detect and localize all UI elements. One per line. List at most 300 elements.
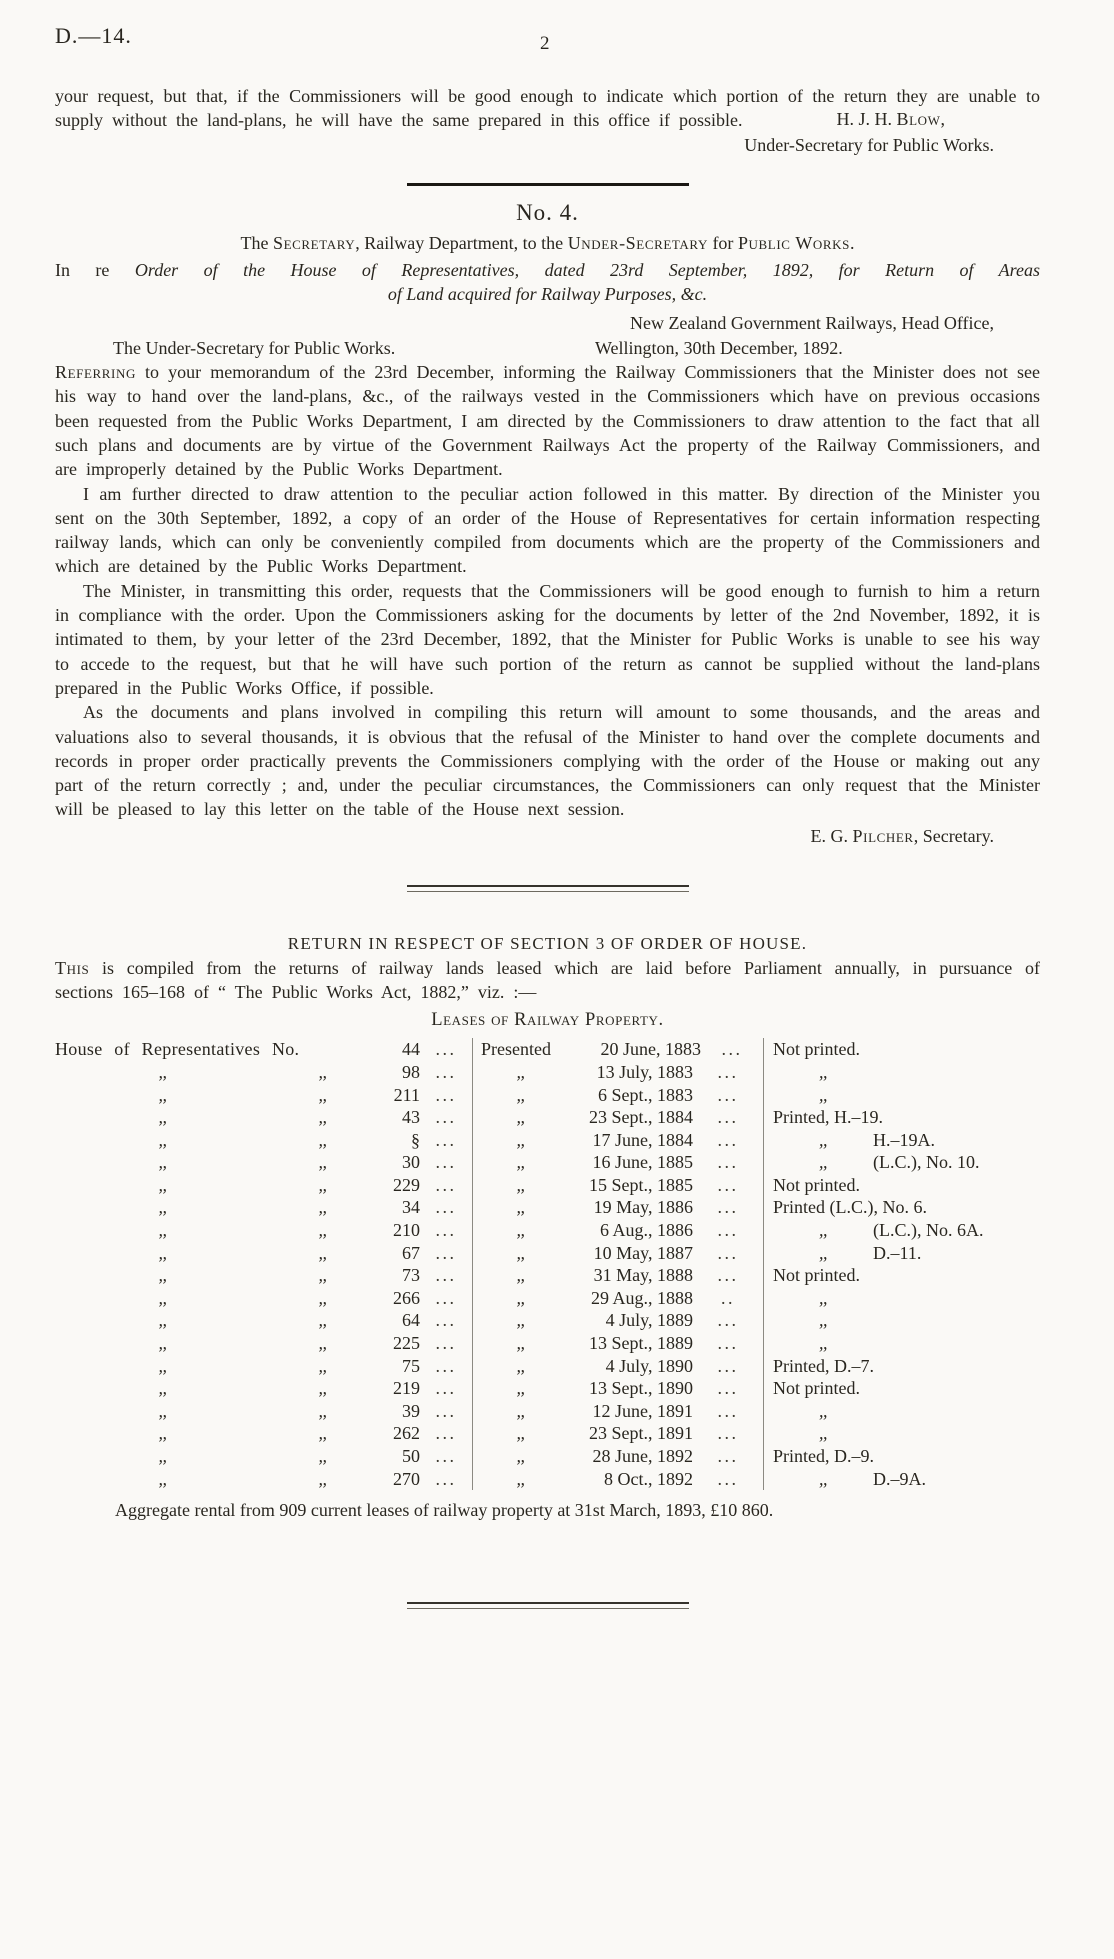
printed-status-cell [764,1219,1040,1242]
printed-status-text: D.–9A. [873,1468,926,1489]
ditto-mark: ,, [318,1333,327,1354]
leader-dots: ... [435,1446,457,1466]
hor-label [55,1129,375,1152]
leader-dots: ... [435,1242,457,1263]
hor-number-cell [55,1061,473,1084]
lease-number: 270 [393,1468,420,1489]
leader-dots: ... [717,1220,739,1241]
lease-number: § [411,1129,420,1150]
ditto-mark: ,, [158,1242,167,1263]
letter-salutation [55,231,1040,256]
presented-date: 20 June, 1883 [600,1039,701,1060]
lease-number: 219 [393,1378,420,1399]
lease-number: 67 [402,1242,420,1263]
hor-number-cell [55,1422,473,1445]
ditto-mark: ,, [516,1287,525,1308]
hor-number-cell [55,1309,473,1332]
leader-dots: ... [717,1061,739,1082]
paragraph-minister-transmitting: The Minister, in transmitting this order, requests that the Commissioners will be good enough to furnish to him a return in compliance with the order. Upon the Commissioners asking for the documents by letter of the 2nd November, 1892, it is intimated to them, by your letter of the 23rd December, 1892, that the Minister for Public Works is unable to see his way to accede to the request, but that he will have such portion of the return as cannot be supplied without the land-plans prepared in the Public Works Office, if possible. [55,580,1040,698]
hor-number-cell [55,1445,473,1468]
text-segment: Blow [896,109,941,130]
table-row [55,1242,1040,1265]
presented-label [473,1151,568,1174]
leader-dots: ... [435,1039,457,1060]
printed-status-text: H.–19A. [873,1129,935,1150]
ditto-mark: ,, [158,1129,167,1150]
letter-continuation [55,84,1040,133]
printed-status-cell [764,1196,1040,1219]
leader-dots: ... [435,1197,457,1218]
hor-number-cell [55,1038,473,1061]
paragraph-lead-word: Referring [55,362,136,383]
presented-label [473,1445,568,1468]
hor-label [55,1309,375,1332]
presented-cell [473,1196,764,1219]
ditto-mark: ,, [318,1355,327,1376]
presented-label [473,1061,568,1084]
ditto-mark: ,, [318,1220,327,1241]
ditto-mark: ,, [318,1265,327,1286]
text-segment: Pilcher [852,825,914,846]
ditto-mark: ,, [819,1333,827,1354]
hor-label [55,1400,375,1423]
ditto-mark: ,, [819,1084,827,1105]
ditto-mark: ,, [158,1174,167,1195]
presented-label [473,1309,568,1332]
ditto-mark: ,, [318,1174,327,1195]
lease-number: 43 [402,1107,420,1128]
letter-number-heading: No. 4. [516,199,579,225]
letter-continuation-text: your request, but that, if the Commissioners will be good enough to indicate which portion of the return they are unable to supply without the land-plans, he will have the same prepared in this office if possible. [55,86,1040,131]
ditto-mark: ,, [819,1220,827,1241]
leader-dots: ... [717,1084,739,1105]
hor-label [55,1242,375,1265]
presented-cell [473,1355,764,1378]
table-row [55,1264,1040,1287]
hor-number-cell [55,1106,473,1129]
hor-label [55,1038,375,1061]
ditto-mark: ,, [158,1265,167,1286]
printed-status-cell [764,1287,1040,1310]
office-address-line: New Zealand Government Railways, Head Office, [629,313,994,334]
leader-dots: ... [435,1378,457,1399]
lease-number: 225 [393,1333,420,1354]
ditto-mark: ,, [516,1333,525,1354]
addressee-row [55,336,1040,360]
intro-body-text: is compiled from the returns of railway lands leased which are laid before Parliament annually, in pursuance of sections 165–168 of “ The Public Works Act, 1882,” viz. :— [55,957,1040,1003]
ditto-mark: ,, [158,1197,167,1218]
ditto-mark: ,, [516,1400,525,1421]
ditto-mark: ,, [318,1378,327,1399]
leader-dots: ... [717,1197,739,1218]
ditto-mark: ,, [158,1400,167,1421]
lease-number: 98 [402,1061,420,1082]
table-row [55,1151,1040,1174]
return-section-heading: RETURN IN RESPECT OF SECTION 3 OF ORDER OF HOUSE. [287,933,808,953]
printed-status-cell [764,1106,1040,1129]
leader-dots: ... [717,1468,739,1489]
leader-dots: ... [717,1333,739,1354]
addressee: The Under-Secretary for Public Works. [113,337,396,358]
leader-dots: ... [435,1287,457,1308]
hor-label [55,1196,375,1219]
printed-status-cell [764,1242,1040,1265]
leader-dots: ... [717,1107,739,1128]
ditto-mark: ,, [318,1468,327,1489]
printed-status-cell [764,1355,1040,1378]
presented-cell [473,1151,764,1174]
ditto-mark: ,, [516,1061,525,1082]
leader-dots: ... [717,1242,739,1263]
ditto-mark: ,, [819,1400,827,1421]
hor-number-cell [55,1129,473,1152]
presented-label [473,1264,568,1287]
lease-number: 30 [402,1152,420,1173]
leader-dots: ... [435,1355,457,1376]
lease-number: 211 [393,1084,420,1105]
presented-cell [473,1468,764,1491]
ditto-mark: ,, [516,1355,525,1376]
text-segment: , Railway Department, to the [355,232,568,253]
ditto-mark: ,, [158,1107,167,1128]
ditto-mark: ,, [819,1287,827,1308]
house-of-representatives-label: House of Representatives No. [55,1039,300,1060]
leader-dots: ... [435,1468,457,1489]
lease-number: 39 [402,1400,420,1421]
presented-date: 23 Sept., 1891 [588,1423,693,1444]
hor-number-cell [55,1287,473,1310]
ditto-mark: ,, [318,1152,327,1173]
lease-number: 229 [393,1174,420,1195]
presented-date: 8 Oct., 1892 [604,1468,693,1489]
lease-number: 262 [393,1423,420,1444]
printed-status-text: Printed, H.–19. [773,1107,883,1128]
hor-number-cell [55,1242,473,1265]
ditto-mark: ,, [516,1174,525,1195]
ditto-mark: ,, [158,1152,167,1173]
signature-title-blow: Under-Secretary for Public Works. [744,134,994,155]
printed-status-text: D.–11. [873,1242,922,1263]
table-row [55,1196,1040,1219]
ditto-mark: ,, [516,1310,525,1331]
text-segment: , [940,109,945,130]
dateline: Wellington, 30th December, 1892. [595,337,843,358]
presented-label [473,1106,568,1129]
ditto-mark: ,, [516,1242,525,1263]
text-segment: E. G. [810,825,853,846]
table-row [55,1355,1040,1378]
presented-date: 4 July, 1889 [605,1310,693,1331]
printed-status-cell [764,1151,1040,1174]
aggregate-rental-line: Aggregate rental from 909 current leases of railway property at 31st March, 1893, £10 860. [115,1500,774,1521]
in-re-line-2: of Land acquired for Railway Purposes, &c. [387,284,708,305]
ditto-mark: ,, [318,1287,327,1308]
presented-label [473,1219,568,1242]
table-row [55,1038,1040,1061]
ditto-mark: ,, [516,1197,525,1218]
ditto-mark: ,, [158,1423,167,1444]
leader-dots: ... [435,1265,457,1286]
presented-cell [473,1264,764,1287]
ditto-mark: ,, [158,1333,167,1354]
ditto-mark: ,, [516,1378,525,1399]
section-divider-rule [407,183,689,186]
signature-name-blow [836,107,945,131]
text-segment: Under-Secretary [567,232,708,253]
text-segment: H. J. H. [836,109,897,130]
ditto-mark: ,, [318,1400,327,1421]
table-row [55,1377,1040,1400]
presented-date: 13 Sept., 1889 [588,1333,693,1354]
presented-date: 10 May, 1887 [593,1242,693,1263]
presented-date: 17 June, 1884 [592,1129,693,1150]
hor-number-cell [55,1377,473,1400]
hor-label [55,1174,375,1197]
in-re-line-1 [55,258,1040,282]
leader-dots: ... [435,1220,457,1241]
hor-number-cell [55,1084,473,1107]
printed-status-cell [764,1400,1040,1423]
table-row [55,1468,1040,1491]
page-number: 2 [540,33,550,54]
table-row [55,1400,1040,1423]
hor-label [55,1355,375,1378]
text-segment: Secretary [272,232,356,253]
leader-dots: ... [435,1129,457,1150]
ditto-mark: ,, [516,1423,525,1444]
printed-status-text: Not printed. [773,1378,860,1399]
presented-cell [473,1287,764,1310]
printed-status-cell [764,1445,1040,1468]
ditto-mark: ,, [516,1129,525,1150]
leader-dots: ... [717,1378,739,1399]
table-row [55,1422,1040,1445]
leases-table [55,1038,1040,1490]
printed-status-cell [764,1468,1040,1491]
ditto-mark: ,, [158,1446,167,1466]
printed-status-cell [764,1332,1040,1355]
ditto-mark: ,, [318,1061,327,1082]
ditto-mark: ,, [318,1242,327,1263]
presented-date: 23 Sept., 1884 [588,1107,693,1128]
presented-label: Presented [481,1039,551,1060]
printed-status-cell [764,1264,1040,1287]
ditto-mark: ,, [158,1287,167,1308]
ditto-mark: ,, [158,1355,167,1376]
paragraph-documents-and-plans: As the documents and plans involved in compiling this return will amount to some thousands, and the areas and valuations also to several thousands, it is obvious that the refusal of the Minister to hand over the complete documents and records in proper order practically prevents the Commissioners complying with the order of the House or making out any part of the return correctly ; and, under the peculiar circumstances, the Commissioners can only request that the Minister will be pleased to lay this letter on the table of the House next session. [55,702,1040,820]
hor-label [55,1445,375,1468]
leader-dots: ... [435,1333,457,1354]
ditto-mark: ,, [158,1378,167,1399]
table-row [55,1287,1040,1310]
paragraph-further-directed: I am further directed to draw attention to the peculiar action followed in this matter. By direction of the Minister you sent on the 30th September, 1892, a copy of an order of the House of Representatives for certain information respecting railway lands, which can only be conveniently compiled from documents which are the property of the Commissioners and which are detained by the Public Works Department. [55,483,1040,577]
hor-label [55,1084,375,1107]
hor-label [55,1377,375,1400]
presented-cell [473,1422,764,1445]
presented-cell [473,1332,764,1355]
ditto-mark: ,, [318,1446,327,1466]
presented-date: 12 June, 1891 [592,1400,693,1421]
leader-dots: ... [435,1084,457,1105]
presented-cell [473,1129,764,1152]
lease-number: 34 [402,1197,420,1218]
presented-date: 13 Sept., 1890 [588,1378,693,1399]
presented-label [473,1129,568,1152]
printed-status-cell [764,1084,1040,1107]
ditto-mark: ,, [819,1423,827,1444]
lease-number: 50 [402,1446,420,1466]
ditto-mark: ,, [819,1310,827,1331]
printed-status-text: Not printed. [773,1174,860,1195]
hor-number-cell [55,1468,473,1491]
printed-status-text: Printed, D.–7. [773,1355,874,1376]
presented-label [473,1174,568,1197]
ditto-mark: ,, [158,1061,167,1082]
printed-status-cell [764,1174,1040,1197]
leader-dots: ... [435,1423,457,1444]
printed-status-text: Not printed. [773,1265,860,1286]
presented-date: 4 July, 1890 [605,1355,693,1376]
presented-date: 29 Aug., 1888 [590,1287,693,1308]
presented-label [473,1196,568,1219]
presented-cell [473,1219,764,1242]
ditto-mark: ,, [516,1107,525,1128]
presented-date: 16 June, 1885 [592,1152,693,1173]
printed-status-cell [764,1038,1040,1061]
presented-label [473,1084,568,1107]
presented-cell [473,1445,764,1468]
lease-number: 266 [393,1287,420,1308]
hor-label [55,1106,375,1129]
leader-dots: ... [435,1061,457,1082]
presented-date: 6 Aug., 1886 [599,1220,693,1241]
presented-cell [473,1061,764,1084]
ditto-mark: ,, [318,1310,327,1331]
hor-label [55,1468,375,1491]
presented-label [473,1468,568,1491]
table-row [55,1445,1040,1468]
leader-dots: ... [717,1129,739,1150]
hor-number-cell [55,1174,473,1197]
ditto-mark: ,, [318,1197,327,1218]
leader-dots: ... [717,1174,739,1195]
hor-label [55,1264,375,1287]
text-segment: The [240,232,273,253]
document-reference: D.—14. [55,23,132,48]
presented-label [473,1287,568,1310]
presented-cell [473,1377,764,1400]
presented-cell [473,1242,764,1265]
hor-number-cell [55,1332,473,1355]
ditto-mark: ,, [318,1084,327,1105]
printed-status-cell [764,1061,1040,1084]
lease-number: 44 [402,1039,420,1060]
intro-lead-word: This [55,957,90,978]
presented-cell [473,1309,764,1332]
presented-cell [473,1174,764,1197]
text-segment: Public Works [737,232,850,253]
leader-dots: ... [435,1152,457,1173]
printed-status-text: Printed (L.C.), No. 6. [773,1197,927,1218]
ditto-mark: ,, [318,1423,327,1444]
bottom-rule [407,1602,689,1609]
hor-label [55,1151,375,1174]
leader-dots: ... [717,1265,739,1286]
hor-number-cell [55,1355,473,1378]
table-row [55,1084,1040,1107]
hor-label [55,1422,375,1445]
leader-dots: ... [435,1107,457,1128]
ditto-mark: ,, [318,1129,327,1150]
ditto-mark: ,, [516,1446,525,1466]
ditto-mark: ,, [819,1468,827,1489]
presented-date: 19 May, 1886 [593,1197,693,1218]
paragraph-referring [55,360,1040,481]
return-intro [55,956,1040,1005]
hor-label [55,1219,375,1242]
text-segment: Order of the House of Representatives, dated 23rd September, 1892, for Return of Areas [134,259,1040,280]
printed-status-text: Printed, D.–9. [773,1446,874,1466]
printed-status-cell [764,1422,1040,1445]
printed-status-cell [764,1377,1040,1400]
ditto-mark: ,, [158,1310,167,1331]
ditto-mark: ,, [516,1265,525,1286]
text-segment: In re [55,259,135,280]
paragraph-body-text: to your memorandum of the 23rd December, informing the Railway Commissioners that the Minister does not see his way to hand over the land-plans, &c., of the railways vested in the Commissioners which have on previous occasions been requested from the Public Works Department, I am directed by the Commissioners to draw attention to the fact that all such plans and documents are by virtue of the Government Railways Act the property of the Railway Commissioners, and are improperly detained by the Public Works Department. [55,362,1040,480]
presented-label [473,1355,568,1378]
presented-date: 6 Sept., 1883 [597,1084,693,1105]
presented-label [473,1422,568,1445]
printed-status-cell [764,1129,1040,1152]
presented-cell [473,1400,764,1423]
leader-dots: ... [435,1174,457,1195]
leader-dots: ... [717,1400,739,1421]
printed-status-text: (L.C.), No. 10. [873,1152,980,1173]
lease-number: 75 [402,1355,420,1376]
lease-number: 210 [393,1220,420,1241]
text-segment: , Secretary. [913,825,994,846]
leader-dots: ... [717,1423,739,1444]
hor-label [55,1332,375,1355]
ditto-mark: ,, [819,1129,827,1150]
printed-status-text: (L.C.), No. 6A. [873,1220,984,1241]
table-row [55,1106,1040,1129]
leases-table-title: Leases of Railway Property. [431,1010,664,1031]
page-content [55,84,1040,1609]
mid-divider-rule [407,885,689,892]
hor-label [55,1061,375,1084]
ditto-mark: ,, [516,1152,525,1173]
leader-dots: ... [435,1310,457,1331]
presented-label [473,1400,568,1423]
lease-number: 73 [402,1265,420,1286]
hor-number-cell [55,1264,473,1287]
hor-number-cell [55,1219,473,1242]
ditto-mark: ,, [819,1152,827,1173]
ditto-mark: ,, [158,1084,167,1105]
leader-dots: ... [717,1446,739,1466]
presented-cell [473,1038,764,1061]
lease-number: 64 [402,1310,420,1331]
ditto-mark: ,, [819,1061,827,1082]
ditto-mark: ,, [516,1084,525,1105]
table-row [55,1332,1040,1355]
ditto-mark: ,, [819,1242,827,1263]
printed-status-text: Not printed. [773,1039,860,1060]
leader-dots: ... [717,1152,739,1173]
ditto-mark: ,, [158,1220,167,1241]
leader-dots: ... [717,1355,739,1376]
